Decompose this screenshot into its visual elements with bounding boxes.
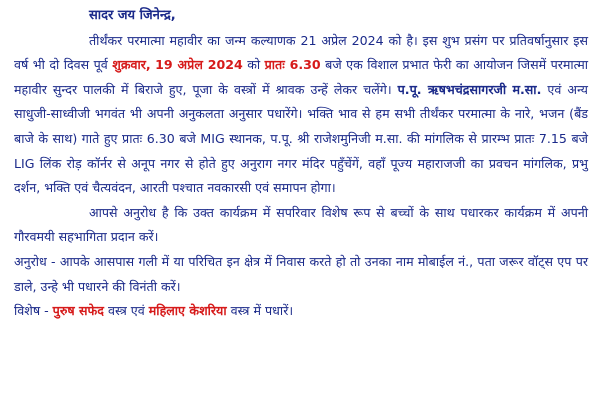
guru-name: प.पू. ऋषभचंद्रसागरजी म.सा. bbox=[397, 81, 542, 97]
connector-text: को bbox=[242, 57, 265, 73]
event-date: 19 अप्रेल 2024 bbox=[155, 57, 243, 73]
special-note bbox=[14, 299, 588, 324]
request-paragraph: आपसे अनुरोध है कि उक्त कार्यक्रम में सपरिवार विशेष रूप से बच्चों के साथ पधारकर कार्यक्रम में अपनी गौरवमयी सहभागिता प्रदान करें। bbox=[14, 204, 588, 245]
event-time: प्रातः 6.30 bbox=[264, 57, 321, 73]
request-note: अनुरोध - आपके आसपास गली में या परिचित इन क्षेत्र में निवास करते हो तो उनका नाम मोबाईल नं., पता जरूर वॉट्स एप पर डाले, उन्हे भी पधारने की विनंती करें। bbox=[14, 253, 588, 294]
event-day: शुक्रवार, bbox=[112, 57, 151, 73]
special-label: विशेष - bbox=[14, 303, 53, 319]
event-paragraph bbox=[14, 29, 588, 201]
greeting: सादर जय जिनेन्द्र, bbox=[89, 8, 176, 23]
intro-text: तीर्थंकर परमात्मा महावीर का जन्म कल्याणक 21 अप्रेल 2024 को है। इस शुभ प्रसंग पर प्रतिवर्षानुसार इस वर्ष भी दो दिवस पूर्व bbox=[14, 32, 588, 73]
special-end: वस्त्र में पधारें। bbox=[226, 303, 294, 319]
men-dress: पुरुष सफेद bbox=[52, 303, 104, 319]
procession-text: बजे एक विशाल प्रभात फेरी का आयोजन जिसमें परमात्मा महावीर सुन्दर पालकी में बिराजे हुए, पूजा के वस्त्रों में श्रावक उन्हें लेकर चलेंगे। bbox=[14, 57, 589, 97]
route-text: एवं अन्य साधुजी-साध्वीजी भगवंत भी अपनी अनुकलता अनुसार पधारेंगे। भक्ति भाव से हम सभी तीर्थंकर परमात्मा के नारे, भजन (बैंड बाजे के साथ) गाते हुए प्रातः 6.30 बजे MIG स्थानक, प.पू. श्री राजेशमुनिजी म.सा. की मांगलिक से प्रारम्भ प्रातः 7.15 बजे LIG लिंक रोड़ कॉर्नर से अनूप नगर से होते हुए अनुराग नगर मंदिर पहुँचेंगें, वहाँ पूज्य महाराजजी का प्रवचन मांगलिक, प्रभु दर्शन, भक्ति एवं चैत्यवंदन, आरती पश्चात नवकारसी एवं समापन होगा। bbox=[14, 81, 588, 196]
special-mid: वस्त्र एवं bbox=[103, 303, 149, 319]
women-dress: महिलाए केशरिया bbox=[148, 303, 227, 319]
